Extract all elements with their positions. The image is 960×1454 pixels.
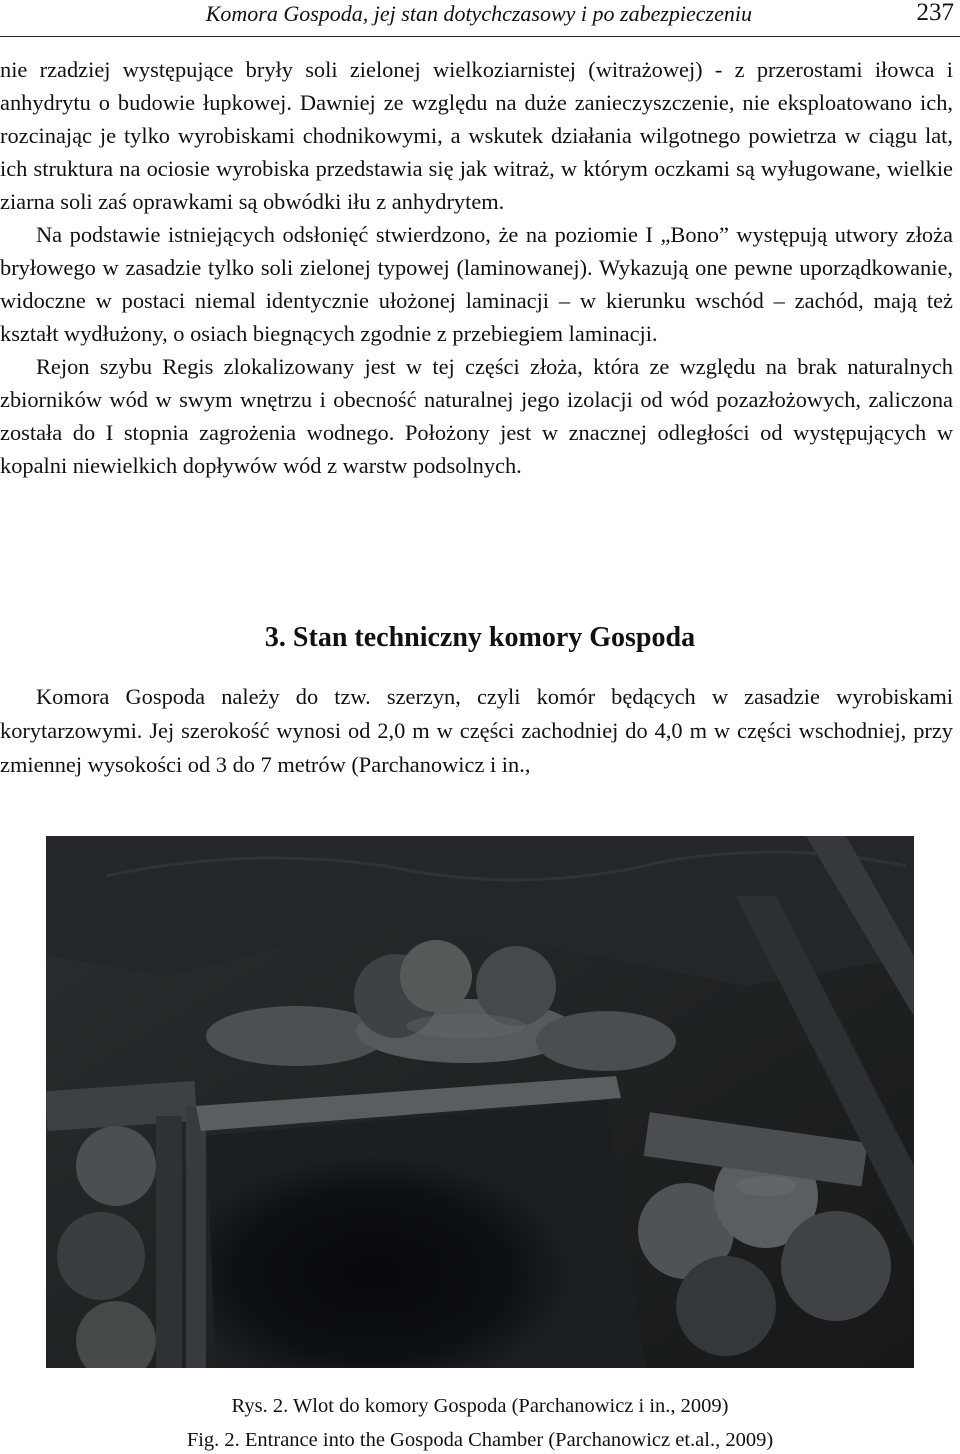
section-heading: 3. Stan techniczny komory Gospoda <box>264 622 696 653</box>
body-text <box>0 53 953 482</box>
mine-entrance-photo <box>46 836 914 1368</box>
section-paragraph: Komora Gospoda należy do tzw. szerzyn, czyli komór będących w zasadzie wyrobiskami korytarzowymi. Jej szerokość wynosi od 2,0 m w części zachodniej do 4,0 m w części wschodniej, przy zmiennej wysokości od 3 do 7 metrów (Parchanowicz i in., <box>0 684 953 777</box>
paragraph-3: Rejon szybu Regis zlokalizowany jest w tej części złoża, która ze względu na brak naturalnych zbiorników wód w swym wnętrzu i obecność naturalnej jego izolacji od wód pozazłożowych, zaliczona została do I stopnia zagrożenia wodnego. Położony jest w znacznej odległości od występujących w kopalni niewielkich dopływów wód z warstw podsolnych. <box>0 354 953 478</box>
paragraph-2: Na podstawie istniejących odsłonięć stwierdzono, że na poziomie I „Bono” występują utwory złoża bryłowego w zasadzie tylko soli zielonej typowej (laminowanej). Wykazują one pewne uporządkowanie, widoczne w postaci niemal identycznie ułożonej laminacji – w kierunku wschód – zachód, mają też kształt wydłużony, o osiach biegnących zgodnie z przebiegiem laminacji. <box>0 222 953 346</box>
figure-caption-pl: Rys. 2. Wlot do komory Gospoda (Parchanowicz i in., 2009) <box>231 1395 729 1417</box>
section-body <box>0 680 953 782</box>
paragraph-1: nie rzadziej występujące bryły soli zielonej wielkoziarnistej (witrażowej) - z przerostami iłowca i anhydrytu o budowie łupkowej. Dawniej ze względu na duże zanieczyszczenie, nie eksploatowano ich, rozcinając je tylko wyrobiskami chodnikowymi, a wskutek działania wilgotnego powietrza w ciągu lat, ich struktura na ociosie wyrobiska przedstawia się jak witraż, w którym oczkami są wyługowane, wielkie ziarna soli zaś oprawkami są obwódki iłu z anhydrytem. <box>0 57 953 214</box>
figure-caption-en: Fig. 2. Entrance into the Gospoda Chamber (Parchanowicz et.al., 2009) <box>186 1429 774 1451</box>
page-number: 237 <box>916 0 954 26</box>
running-title: Komora Gospoda, jej stan dotychczasowy i po zabezpieczeniu <box>205 1 752 26</box>
figure-photo <box>46 836 914 1368</box>
header-rule <box>0 36 960 37</box>
running-header <box>0 0 960 34</box>
